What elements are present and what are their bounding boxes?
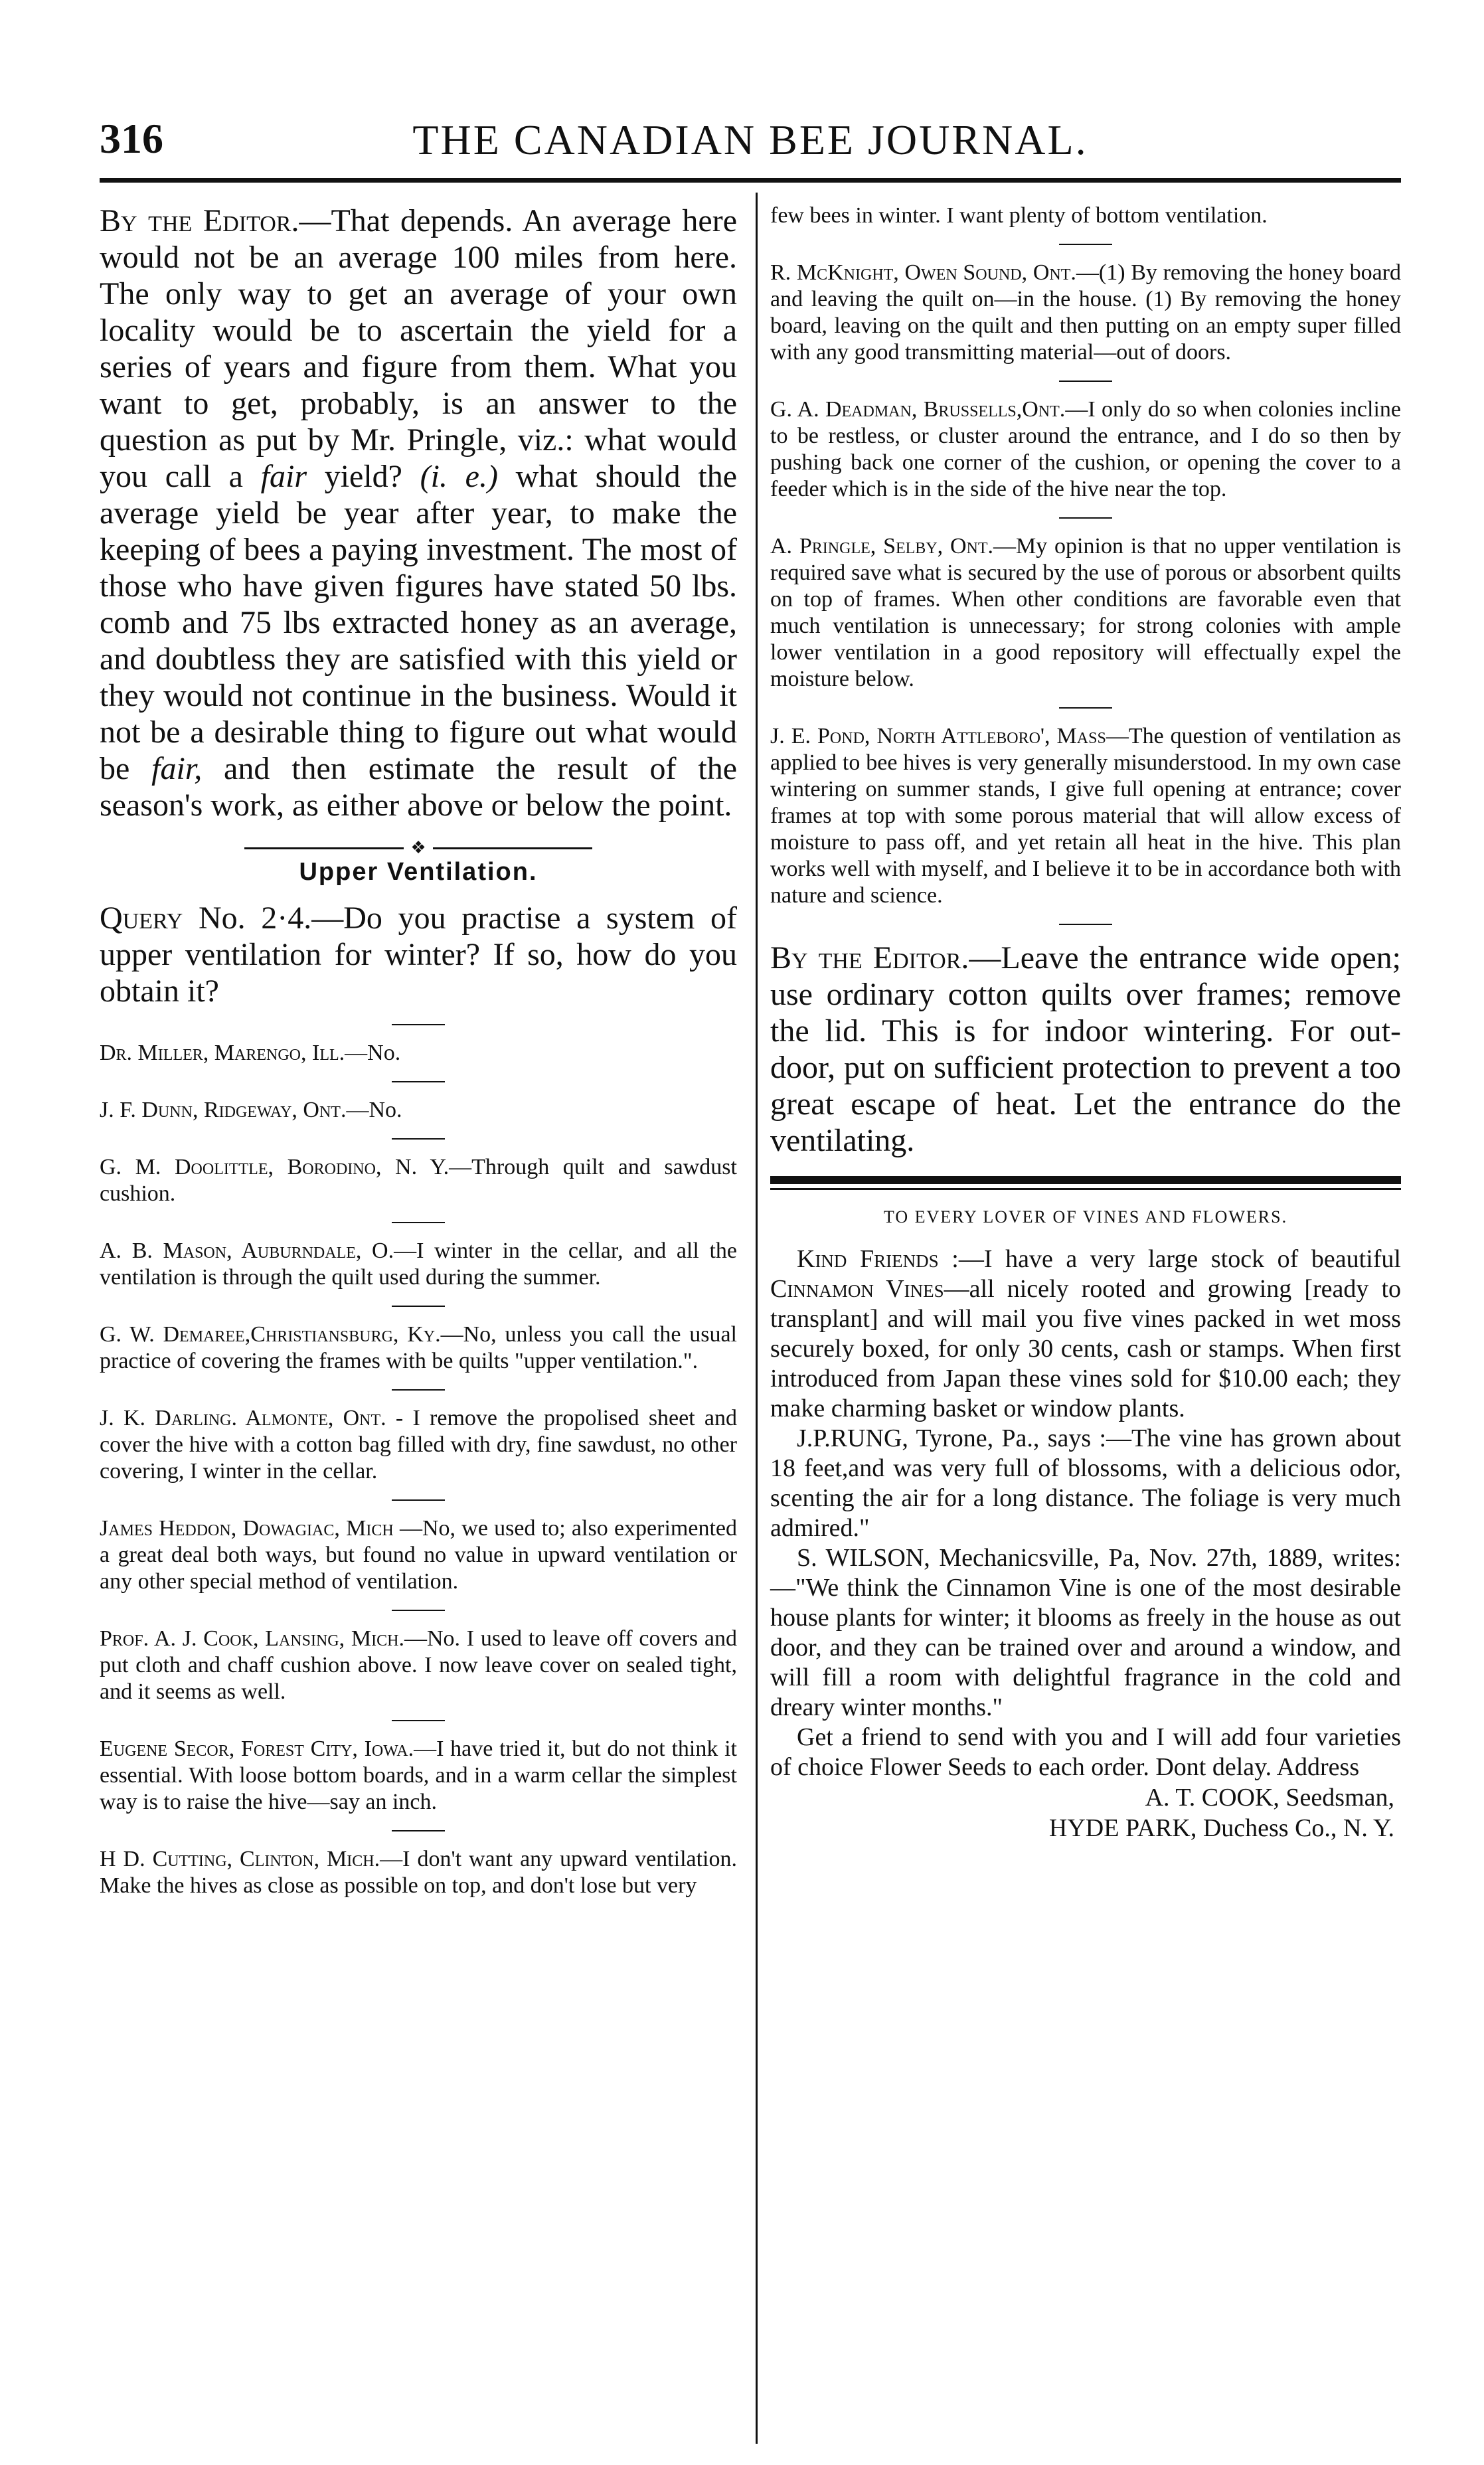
separator	[392, 1081, 445, 1082]
answer-text: —My opinion is that no upper ventilation is required save what is secured by the use of porous or absorbent quilts on top of frames. When other conditions are favorable even that much ventilation is unnecessary; for strong colonies with ample lower ventilation in a good repository will effectually expel the moisture below.	[770, 534, 1402, 691]
separator	[1059, 924, 1112, 925]
answer-paragraph	[770, 260, 1401, 366]
ad-top-rule	[770, 1176, 1401, 1184]
separator	[1059, 244, 1112, 245]
ad-text: :—I have a very large stock of beautiful	[938, 1245, 1401, 1273]
separator	[392, 1610, 445, 1611]
separator	[392, 1306, 445, 1307]
answer-paragraph	[100, 1040, 737, 1066]
ad-testimonial: S. WILSON, Mechanicsville, Pa, Nov. 27th, 1889, writes:—"We think the Cinnamon Vine is one of the most desirable house plants for winter; it blooms as freely in the house as out door, and they can be trained over and around a window, and will fill a room with delightful fragrance in the cold and dreary winter months."	[770, 1544, 1401, 1721]
editor-text: and then estimate the result of the season's work, as either above or below the point.	[100, 751, 737, 823]
answer-paragraph	[100, 1846, 737, 1899]
answer-text: —No, unless you call the usual practice of covering the frames with be quilts "upper ventilation.".	[100, 1322, 737, 1373]
answer-author: R. McKnight, Owen Sound, Ont.	[770, 260, 1076, 285]
query-paragraph	[100, 900, 737, 1009]
separator	[1059, 707, 1112, 709]
editor-paragraph	[770, 940, 1401, 1159]
editor-text: —That depends. An average here would not be an average 100 miles from here. The only way to get an average of your own locality would be to ascertain the yield for a series of years and figure from them. What you want to get, probably, is an answer to the question as put by Mr. Pringle, viz.: what would you call a	[100, 203, 738, 494]
right-column	[770, 203, 1401, 1843]
editor-text: yield?	[307, 459, 420, 494]
left-column	[100, 203, 737, 1899]
ad-heading: TO EVERY LOVER OF VINES AND FLOWERS.	[883, 1207, 1288, 1227]
answer-text: —No, we used to; also experimented a great deal both ways, but found no value in upward ventilation or any other special method of ventilation.	[100, 1516, 737, 1594]
ad-signature-name: A. T. COOK, Seedsman,	[1145, 1784, 1394, 1812]
ad-product-name: Cinnamon Vines	[770, 1275, 944, 1303]
page-header	[100, 106, 1401, 173]
answer-author: G. M. Doolittle, Borodino, N. Y.	[100, 1155, 450, 1179]
editor-paragraph	[100, 203, 737, 823]
separator	[392, 1830, 445, 1831]
query-label: Query	[100, 900, 183, 936]
answer-author: A. Pringle, Selby, Ont.	[770, 534, 994, 558]
answer-text: —No.	[345, 1041, 401, 1065]
answer-author: H D. Cutting, Clinton, Mich.	[100, 1847, 380, 1871]
emphasis-fair: fair,	[151, 751, 203, 786]
answer-paragraph	[100, 1321, 737, 1375]
answer-text: —I have tried it, but do not think it essential. With loose bottom boards, and in a warm cellar the simplest way is to raise the hive—say an inch.	[100, 1737, 737, 1814]
answer-text: —Through quilt and sawdust cushion.	[100, 1155, 737, 1206]
answer-paragraph	[770, 533, 1401, 693]
ad-thin-rule	[770, 1188, 1401, 1190]
answer-paragraph	[100, 1515, 737, 1595]
answer-text: —(1) By removing the honey board and leaving the quilt on—in the house. (1) By removing the honey board, leaving on the quilt and then putting on an empty super filled with any good transmitting material—out of doors.	[770, 260, 1401, 365]
ad-paragraph	[770, 1244, 1401, 1424]
answer-author: J. F. Dunn, Ridgeway, Ont.	[100, 1098, 347, 1122]
separator	[1059, 381, 1112, 382]
answer-text: —No.	[346, 1098, 402, 1122]
answer-paragraph	[100, 1238, 737, 1291]
editor-text: —Leave the entrance wide open; use ordinary cotton quilts over frames; remove the lid. This is for indoor wintering. For out-door, put on sufficient protection to prevent a too great escape of heat. Let the entrance do the ventilating.	[770, 940, 1401, 1158]
editor-text: what should the average yield be year after year, to make the keeping of bees a paying investment. The most of those who have given figures have stated 50 lbs. comb and 75 lbs extracted honey as an average, and doubtless they are satisfied with this yield or they would not continue in the business. Would it not be a desirable thing to figure out what would be	[100, 459, 737, 786]
header-rule	[100, 178, 1401, 183]
section-ornament: ❖	[100, 838, 737, 851]
ad-signature-address: HYDE PARK, Duchess Co., N. Y.	[1048, 1814, 1394, 1842]
answer-paragraph	[770, 396, 1401, 503]
query-text: No. 2·4.—Do you practise a system of upper ventilation for winter? If so, how do you obtain it?	[100, 900, 737, 1009]
answer-author: G. W. Demaree,Christiansburg, Ky.	[100, 1322, 441, 1347]
answer-paragraph	[100, 1154, 737, 1207]
emphasis-ie: (i. e.)	[420, 459, 498, 494]
separator	[392, 1138, 445, 1140]
ad-text: —all nicely rooted and growing [ready to transplant] and will mail you five vines packed in wet moss securely boxed, for only 30 cents, cash or stamps. When first introduced from Japan these vines sold for $10.00 each; they make charming basket or window plants.	[770, 1275, 1402, 1422]
editor-byline: By the Editor.	[100, 203, 299, 238]
answer-author: J. K. Darling. Almonte, Ont.	[100, 1406, 386, 1430]
answer-author: G. A. Deadman, Brussells,Ont.	[770, 397, 1066, 422]
separator	[392, 1222, 445, 1223]
answer-author: James Heddon, Dowagiac, Mich	[100, 1516, 394, 1541]
answer-author: J. E. Pond, North Attleboro', Mass	[770, 724, 1106, 748]
answer-author: Prof. A. J. Cook, Lansing, Mich.	[100, 1626, 404, 1651]
answer-text: —I don't want any upward ventilation. Make the hives as close as possible on top, and don't lose but very	[100, 1847, 737, 1898]
ad-salutation: Kind Friends	[797, 1245, 939, 1273]
answer-text: —No. I used to leave off covers and put cloth and chaff cushion above. I now leave cover on sealed tight, and it seems as well.	[100, 1626, 737, 1704]
emphasis-fair: fair	[260, 459, 307, 494]
answer-paragraph	[100, 1405, 737, 1485]
answer-author: A. B. Mason, Auburndale, O.	[100, 1238, 394, 1263]
column-divider	[756, 193, 758, 2444]
separator	[392, 1024, 445, 1025]
section-title: Upper Ventilation.	[299, 858, 538, 886]
separator	[392, 1720, 445, 1721]
separator	[392, 1499, 445, 1501]
answer-author: Dr. Miller, Marengo, Ill.	[100, 1041, 345, 1065]
page-number: 316	[100, 115, 163, 162]
answer-paragraph	[100, 1626, 737, 1705]
answer-text: —I only do so when colonies incline to be restless, or cluster around the entrance, and I do so then by pushing back one corner of the cushion, or opening the cover to a feeder which is in the side of the hive near the top.	[770, 397, 1401, 501]
editor-byline: By the Editor.	[770, 940, 969, 976]
continued-paragraph: few bees in winter. I want plenty of bottom ventilation.	[770, 203, 1268, 228]
separator	[1059, 517, 1112, 519]
answer-text: —I winter in the cellar, and all the ventilation is through the quilt used during the summer.	[100, 1238, 737, 1290]
answer-text: —The question of ventilation as applied to bee hives is very generally misunderstood. In my own case wintering on summer stands, I give full opening at entrance; cover frames at top with some porous material that will allow excess of moisture to pass off, and yet retain all heat in the hive. This plan works well with myself, and I believe it to be in accordance both with nature and science.	[770, 724, 1401, 908]
ad-testimonial: J.P.RUNG, Tyrone, Pa., says :—The vine has grown about 18 feet,and was very full of blossoms, with a delicious odor, scenting the air for a long distance. The foliage is very much admired."	[770, 1424, 1401, 1542]
ad-offer: Get a friend to send with you and I will add four varieties of choice Flower Seeds to each order. Dont delay. Address	[770, 1723, 1401, 1781]
journal-title: THE CANADIAN BEE JOURNAL.	[412, 116, 1088, 163]
separator	[392, 1389, 445, 1391]
answer-paragraph	[770, 723, 1401, 909]
answer-paragraph	[100, 1736, 737, 1816]
answer-author: Eugene Secor, Forest City, Iowa.	[100, 1737, 414, 1761]
answer-paragraph	[100, 1097, 737, 1124]
answer-text: - I remove the propolised sheet and cover the hive with a cotton bag filled with dry, fine sawdust, no other covering, I winter in the cellar.	[100, 1406, 738, 1484]
